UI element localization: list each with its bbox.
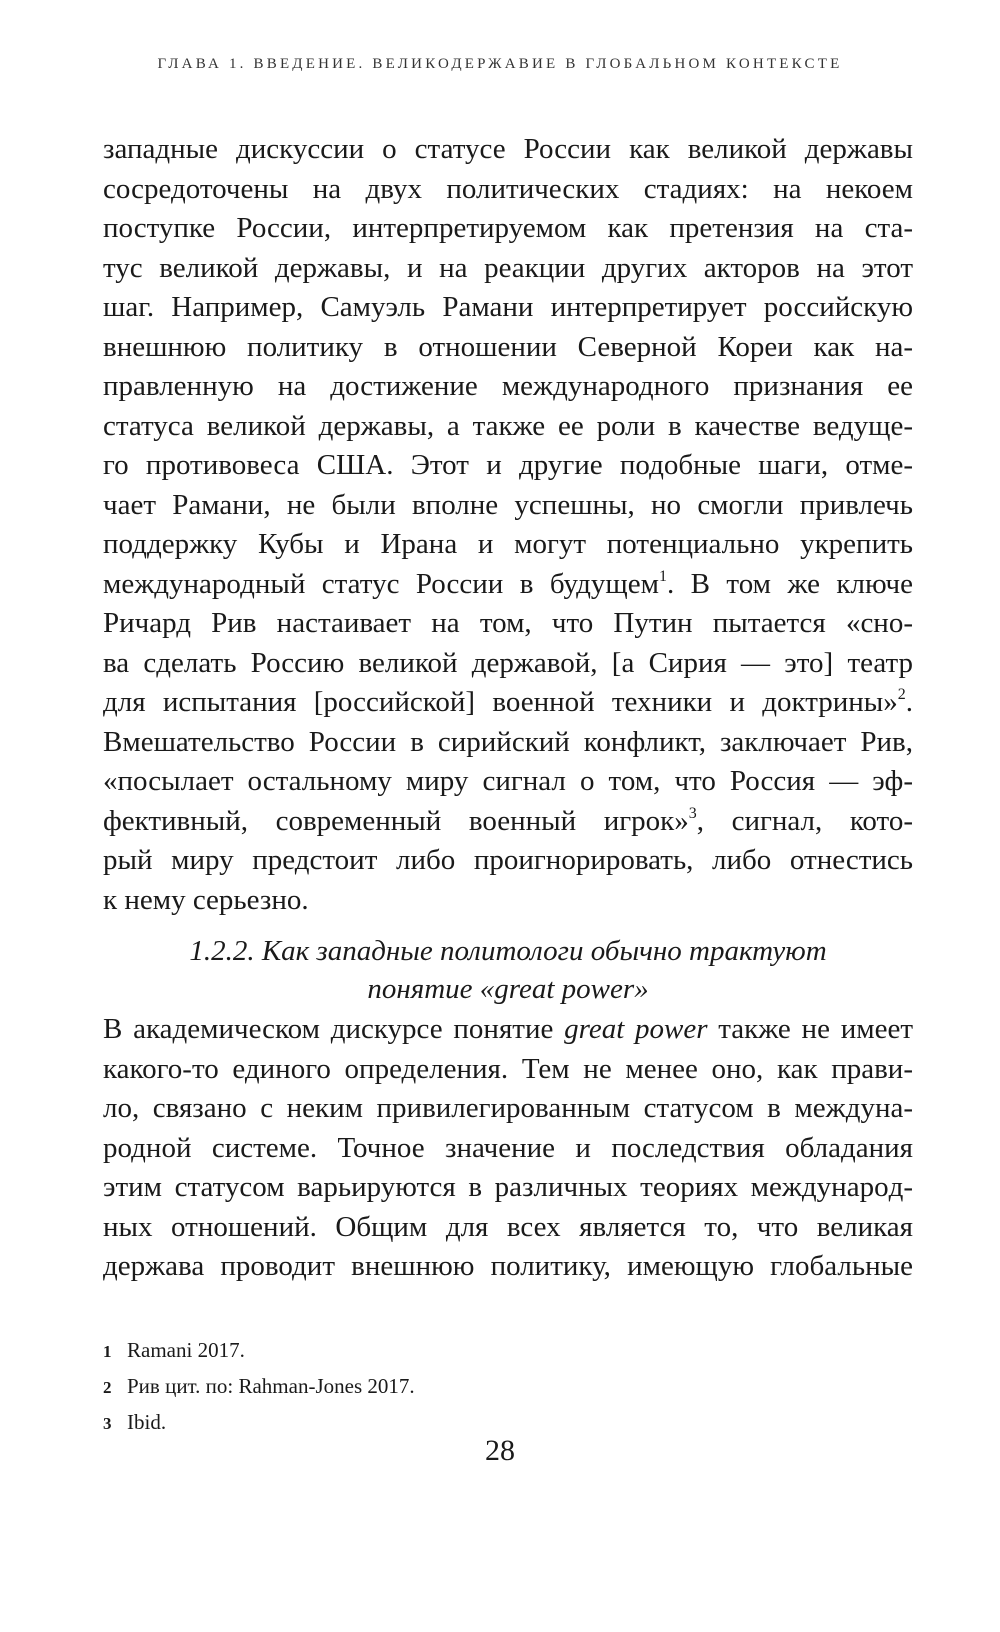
text-line: поддержку Кубы и Ирана и могут потенциально укрепить [103,528,913,560]
text-fragment: международный статус России в будущем [103,567,659,600]
paragraph-1 [103,130,913,920]
section-heading-line: 1.2.2. Как западные политологи обычно трактуют [189,935,827,967]
running-head: ГЛАВА 1. ВВЕДЕНИЕ. ВЕЛИКОДЕРЖАВИЕ В ГЛОБАЛЬНОМ КОНТЕКСТЕ [157,56,843,72]
footnote-text: Ramani 2017. [127,1338,245,1362]
text-line-with-footnote [103,565,913,605]
footnote-ref-2[interactable]: 2 [897,686,906,703]
text-line: к нему серьезно. [103,883,309,916]
text-line-with-term [103,1010,913,1050]
text-line: внешнюю политику в отношении Северной Кореи как на- [103,330,913,363]
footnote-ref-1[interactable]: 1 [658,567,667,585]
text-line-with-footnote [103,802,913,842]
text-line: западные дискуссии о статусе России как великой державы [103,133,913,165]
text-fragment: фективный, современный военный игрок» [103,804,689,837]
paragraph-2 [103,1010,913,1287]
footnote-number: 2 [103,1378,112,1397]
text-line: какого-то единого определения. Тем не менее оно, как прави- [103,1052,913,1085]
footnote [103,1368,913,1404]
footnote [103,1332,913,1368]
text-line: сосредоточены на двух политических стадиях: на некоем [103,172,913,205]
text-line: поступке России, интерпретируемом как претензия на ста- [103,212,913,244]
text-line-with-footnote [103,683,913,723]
footnote-text: Рив цит. по: Rahman-Jones 2017. [127,1374,415,1398]
text-fragment: , сигнал, кото- [696,804,913,837]
text-line: «посылает остальному миру сигнал о том, что Россия — эф- [103,765,913,797]
text-line: шаг. Например, Самуэль Рамани интерпретирует российскую [103,291,913,323]
text-line: родной системе. Точное значение и последствия обладания [103,1131,913,1164]
text-fragment: для испытания [российской] военной техники и доктрины» [103,686,898,718]
text-line: ных отношений. Общим для всех является то, что великая [103,1210,913,1243]
footnote-ref-3[interactable]: 3 [688,804,697,822]
text-line: этим статусом варьируются в различных теориях междунарoд- [103,1171,913,1203]
text-line: статуса великой державы, а также ее роли в качестве ведуще- [103,409,913,442]
text-line: ва сделать Россию великой державой, [а Сирия — это] театр [103,646,913,679]
section-heading [103,932,913,1008]
text-line: чает Рамани, не были вполне успешны, но смогли привлечь [103,488,913,521]
page-number: 28 [485,1434,515,1467]
text-fragment: также не имеет [707,1013,913,1045]
text-line: ло, связано с неким привилегированным статусом в междуна- [103,1092,913,1124]
text-line: тус великой державы, и на реакции других акторов на этот [103,251,913,284]
text-line: го противовеса США. Этот и другие подобные шаги, отме- [103,449,913,481]
text-fragment: . В том же ключе [666,567,913,600]
footnote-number: 1 [103,1342,112,1361]
italic-term: great power [564,1013,708,1045]
text-line: держава проводит внешнюю политику, имеющую глобальные [103,1250,913,1282]
section-heading-line: понятие «great power» [367,973,649,1005]
text-line: Ричард Рив настаивает на том, что Путин пытается «сно- [103,607,913,639]
footnote-text: Ibid. [127,1410,167,1434]
text-line: правленную на достижение международного признания ее [103,370,913,402]
footnotes [103,1332,913,1440]
text-line: рый миру предстоит либо проигнорировать, либо отнестись [103,844,913,876]
text-line: Вмешательство России в сирийский конфликт, заключает Рив, [103,725,913,758]
text-fragment: . [905,686,913,718]
footnote-number: 3 [103,1414,112,1433]
text-fragment: В академическом дискурсе понятие [103,1013,565,1045]
